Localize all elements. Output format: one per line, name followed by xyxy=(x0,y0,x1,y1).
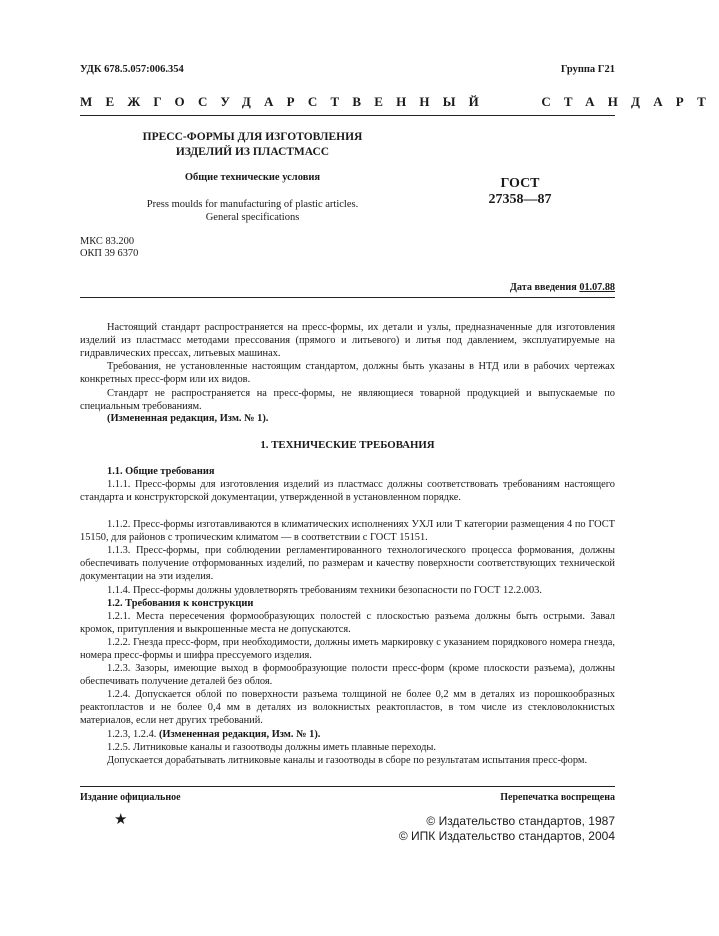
paragraph-1-1-2: 1.1.2. Пресс-формы изготавливаются в климатических исполнениях УХЛ или Т категории размещения 4 по ГОСТ 15150, для районов с тропическим климатом — в соответствии с ГОСТ 15151. xyxy=(80,519,615,544)
heading-1-2: 1.2. Требования к конструкции xyxy=(107,598,254,609)
footer-rule xyxy=(80,786,615,787)
official-edition: Издание официальное xyxy=(80,792,181,803)
title-subtitle: Общие технические условия xyxy=(184,172,321,183)
title-english-2: General specifications xyxy=(205,212,300,223)
paragraph-1-1-1: 1.1.1. Пресс-формы для изготовления изделий из пластмасс должны соответствовать требованиям настоящего стандарта и конструкторской документации, утвержденной в установленном порядке. xyxy=(80,479,615,504)
date-rule xyxy=(80,297,615,298)
date-value: 01.07.88 xyxy=(579,282,615,293)
paragraph-1-2-3: 1.2.3. Зазоры, имеющие выход в формообразующие полости пресс-форм (кроме плоскости разъема), должны обеспечивать получение деталей без облоя. xyxy=(80,663,615,688)
gost-number: 27358—87 xyxy=(488,192,552,207)
group-code: Группа Г21 xyxy=(560,64,615,75)
paragraph-1-1-4: 1.1.4. Пресс-формы должны удовлетворять требованиям техники безопасности по ГОСТ 12.2.003. xyxy=(107,585,542,596)
amendment-note: (Измененная редакция, Изм. № 1). xyxy=(158,729,321,740)
introduction-date xyxy=(510,282,615,293)
udk-code: УДК 678.5.057:006.354 xyxy=(80,64,184,75)
date-label: Дата введения xyxy=(509,282,577,293)
star-icon: ★ xyxy=(114,812,128,828)
header-rule xyxy=(80,115,615,116)
intro-paragraph-1: Настоящий стандарт распространяется на пресс-формы, их детали и узлы, предназначенные для изготовления изделий из пластмасс методами прессования (прямого и литьевого) и литья под давлением, эксплуатируемые на гидравлических прессах, литьевых машинах. xyxy=(80,322,615,360)
okp-code: ОКП 39 6370 xyxy=(80,248,139,259)
reprint-prohibited: Перепечатка воспрещена xyxy=(500,792,615,803)
paragraph-1-2-5-continuation: Допускается дорабатывать литниковые каналы и газоотводы в сборе по результатам испытания пресс-форм. xyxy=(107,755,588,766)
intro-paragraph-3: Стандарт не распространяется на пресс-формы, не являющиеся товарной продукцией и выпускаемые по специальным требованиям. xyxy=(80,388,615,413)
intro-amendment-note: (Измененная редакция, Изм. № 1). xyxy=(107,413,269,424)
paragraph-1-2-5: 1.2.5. Литниковые каналы и газоотводы должны иметь плавные переходы. xyxy=(107,742,436,753)
title-line-1: ПРЕСС-ФОРМЫ ДЛЯ ИЗГОТОВЛЕНИЯ xyxy=(142,131,363,143)
standard-banner: МЕЖГОСУДАРСТВЕННЫЙ СТАНДАРТ xyxy=(80,94,719,109)
heading-1-1: 1.1. Общие требования xyxy=(107,466,215,477)
paragraph-1-2-4: 1.2.4. Допускается облой по поверхности разъема толщиной не более 0,2 мм в деталях из порошкообразных реактопластов и не более 0,4 мм в деталях из волокнистых реактопластов, в том числе из стекловолокнистых материалов, если нет других требований. xyxy=(80,689,615,727)
gost-label: ГОСТ xyxy=(500,176,540,191)
intro-paragraph-2: Требования, не установленные настоящим стандартом, должны быть указаны в НТД или в рабочих чертежах конкретных пресс-форм или их видов. xyxy=(80,361,615,386)
copyright-2004: © ИПК Издательство стандартов, 2004 xyxy=(398,829,615,843)
paragraph-1-2-1: 1.2.1. Места пересечения формообразующих полостей с плоскостью разъема должны быть острыми. Завал кромок, притупления и выкрошенные места не допускаются. xyxy=(80,611,615,636)
mks-code: МКС 83.200 xyxy=(80,236,135,247)
copyright-1987: © Издательство стандартов, 1987 xyxy=(426,814,615,828)
section-1-title: 1. ТЕХНИЧЕСКИЕ ТРЕБОВАНИЯ xyxy=(260,439,435,451)
paragraph-1-1-3: 1.1.3. Пресс-формы, при соблюдении регламентированного технологического процесса формования, должны обеспечивать получение отформованных изделий, по размерам и качеству поверхности соответствующих технической документации на эти изделия. xyxy=(80,545,615,583)
amendment-numbers: 1.2.3, 1.2.4. xyxy=(107,729,157,740)
title-english-1: Press moulds for manufacturing of plastic articles. xyxy=(146,199,359,210)
title-line-2: ИЗДЕЛИЙ ИЗ ПЛАСТМАСС xyxy=(175,146,330,158)
paragraph-1-2-2: 1.2.2. Гнезда пресс-форм, при необходимости, должны иметь маркировку с указанием порядкового номера гнезда, номера пресс-формы и шифра прессуемого изделия. xyxy=(80,637,615,662)
paragraph-1-2-3-4-amendment xyxy=(80,728,615,741)
